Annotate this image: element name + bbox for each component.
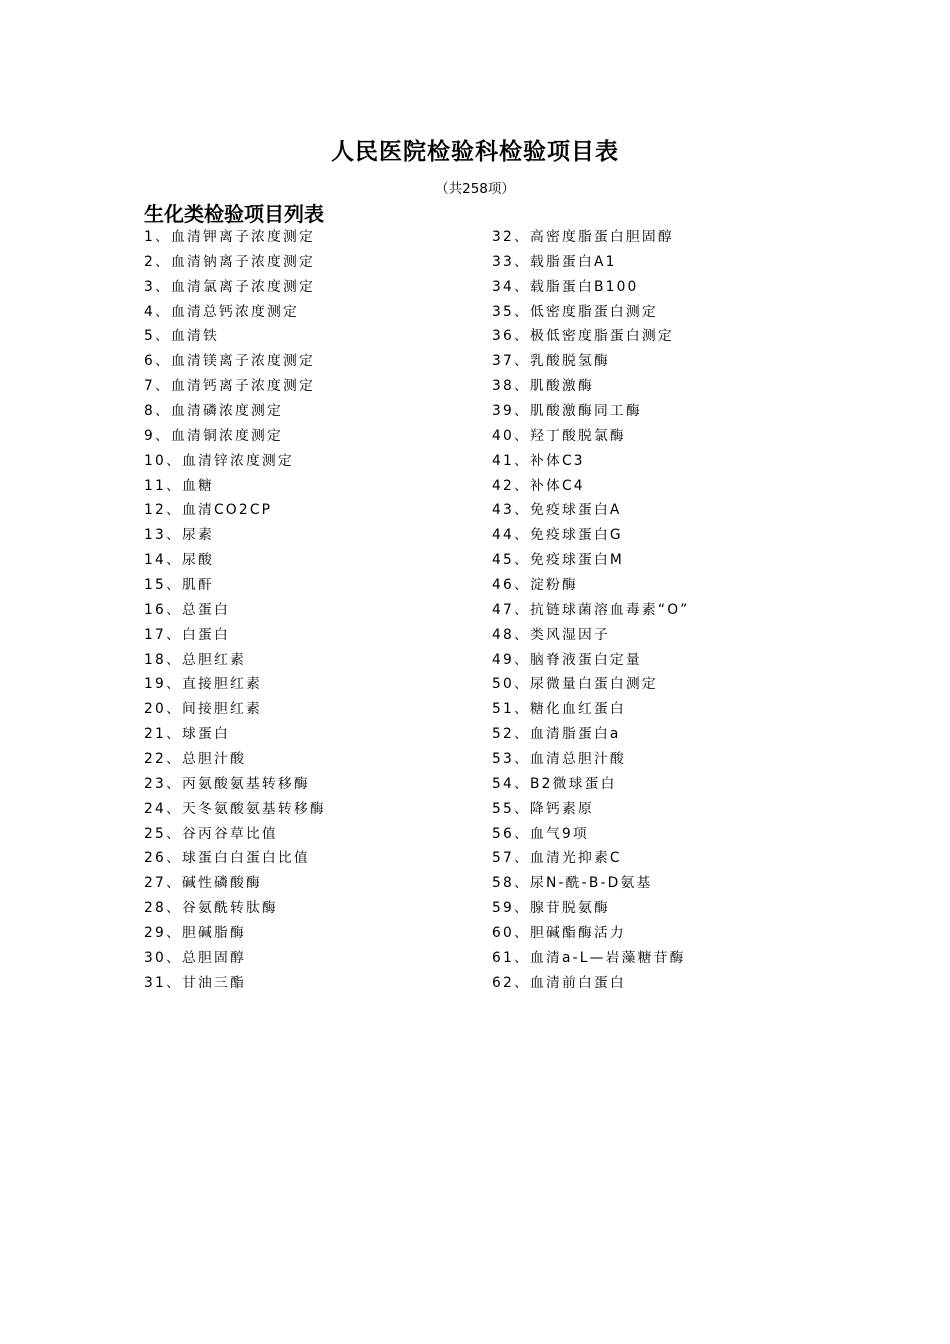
list-item: 27、碱性磷酸酶 xyxy=(144,875,262,892)
list-item: 23、丙氨酸氨基转移酶 xyxy=(144,775,310,792)
list-item: 17、白蛋白 xyxy=(144,626,230,643)
right-item-list xyxy=(492,225,689,996)
list-item: 49、脑脊液蛋白定量 xyxy=(492,651,642,668)
list-item: 59、腺苷脱氨酶 xyxy=(492,900,610,917)
list-item: 13、尿素 xyxy=(144,527,214,544)
list-item: 33、载脂蛋白A1 xyxy=(492,253,617,270)
list-item: 46、淀粉酶 xyxy=(492,577,578,594)
list-item: 19、直接胆红素 xyxy=(144,676,262,693)
list-item: 10、血清锌浓度测定 xyxy=(144,452,294,469)
list-item: 28、谷氨酰转肽酶 xyxy=(144,900,278,917)
page-title: 人民医院检验科检验项目表 xyxy=(331,138,619,165)
list-item: 38、肌酸激酶 xyxy=(492,378,594,395)
list-item: 35、低密度脂蛋白测定 xyxy=(492,303,658,320)
list-item: 40、羟丁酸脱氯酶 xyxy=(492,427,626,444)
list-item: 42、补体C4 xyxy=(492,477,585,494)
list-item: 24、天冬氨酸氨基转移酶 xyxy=(144,800,326,817)
list-item: 48、类风湿因子 xyxy=(492,626,610,643)
list-item: 22、总胆汁酸 xyxy=(144,751,246,768)
section-title: 生化类检验项目列表 xyxy=(144,202,324,226)
list-item: 7、血清钙离子浓度测定 xyxy=(144,378,315,395)
list-item: 45、免疫球蛋白M xyxy=(492,552,625,569)
list-item: 26、球蛋白白蛋白比值 xyxy=(144,850,310,867)
list-item: 54、B2微球蛋白 xyxy=(492,775,617,792)
item-count-subtitle: （共258项） xyxy=(435,181,515,197)
list-item: 18、总胆红素 xyxy=(144,651,246,668)
list-item: 39、肌酸激酶同工酶 xyxy=(492,403,642,420)
list-item: 51、糖化血红蛋白 xyxy=(492,701,626,718)
list-item: 20、间接胆红素 xyxy=(144,701,262,718)
list-item: 3、血清氯离子浓度测定 xyxy=(144,278,315,295)
list-item: 47、抗链球菌溶血毒素“O” xyxy=(492,601,690,618)
list-item: 2、血清钠离子浓度测定 xyxy=(144,253,315,270)
list-item: 11、血糖 xyxy=(144,477,214,494)
list-item: 60、胆碱酯酶活力 xyxy=(492,925,626,942)
list-item: 58、尿N-酰-B-D氨基 xyxy=(492,875,653,892)
list-item: 41、补体C3 xyxy=(492,452,585,469)
list-item: 44、免疫球蛋白G xyxy=(492,527,623,544)
list-item: 8、血清磷浓度测定 xyxy=(144,403,283,420)
list-item: 36、极低密度脂蛋白测定 xyxy=(492,328,674,345)
list-item: 57、血清光抑素C xyxy=(492,850,622,867)
left-item-list xyxy=(144,225,326,996)
list-item: 50、尿微量白蛋白测定 xyxy=(492,676,658,693)
list-item: 56、血气9项 xyxy=(492,825,589,842)
list-item: 1、血清钾离子浓度测定 xyxy=(144,229,315,245)
list-item: 62、血清前白蛋白 xyxy=(492,974,626,991)
list-item: 9、血清铜浓度测定 xyxy=(144,427,283,444)
list-item: 31、甘油三酯 xyxy=(144,974,246,991)
list-item: 5、血清铁 xyxy=(144,328,219,345)
list-item: 14、尿酸 xyxy=(144,552,214,569)
list-item: 16、总蛋白 xyxy=(144,601,230,618)
list-item: 12、血清CO2CP xyxy=(144,502,273,519)
list-item: 15、肌酐 xyxy=(144,577,214,594)
list-item: 30、总胆固醇 xyxy=(144,949,246,966)
list-item: 32、高密度脂蛋白胆固醇 xyxy=(492,229,674,245)
list-item: 25、谷丙谷草比值 xyxy=(144,825,278,842)
list-item: 6、血清镁离子浓度测定 xyxy=(144,353,315,370)
list-item: 43、免疫球蛋白A xyxy=(492,502,622,519)
list-item: 37、乳酸脱氢酶 xyxy=(492,353,610,370)
list-item: 34、载脂蛋白B100 xyxy=(492,278,639,295)
list-item: 52、血清脂蛋白a xyxy=(492,726,621,743)
list-item: 21、球蛋白 xyxy=(144,726,230,743)
list-item: 4、血清总钙浓度测定 xyxy=(144,303,299,320)
list-item: 55、降钙素原 xyxy=(492,800,594,817)
list-item: 53、血清总胆汁酸 xyxy=(492,751,626,768)
list-item: 61、血清a-L—岩藻糖苷酶 xyxy=(492,949,686,966)
list-item: 29、胆碱脂酶 xyxy=(144,925,246,942)
